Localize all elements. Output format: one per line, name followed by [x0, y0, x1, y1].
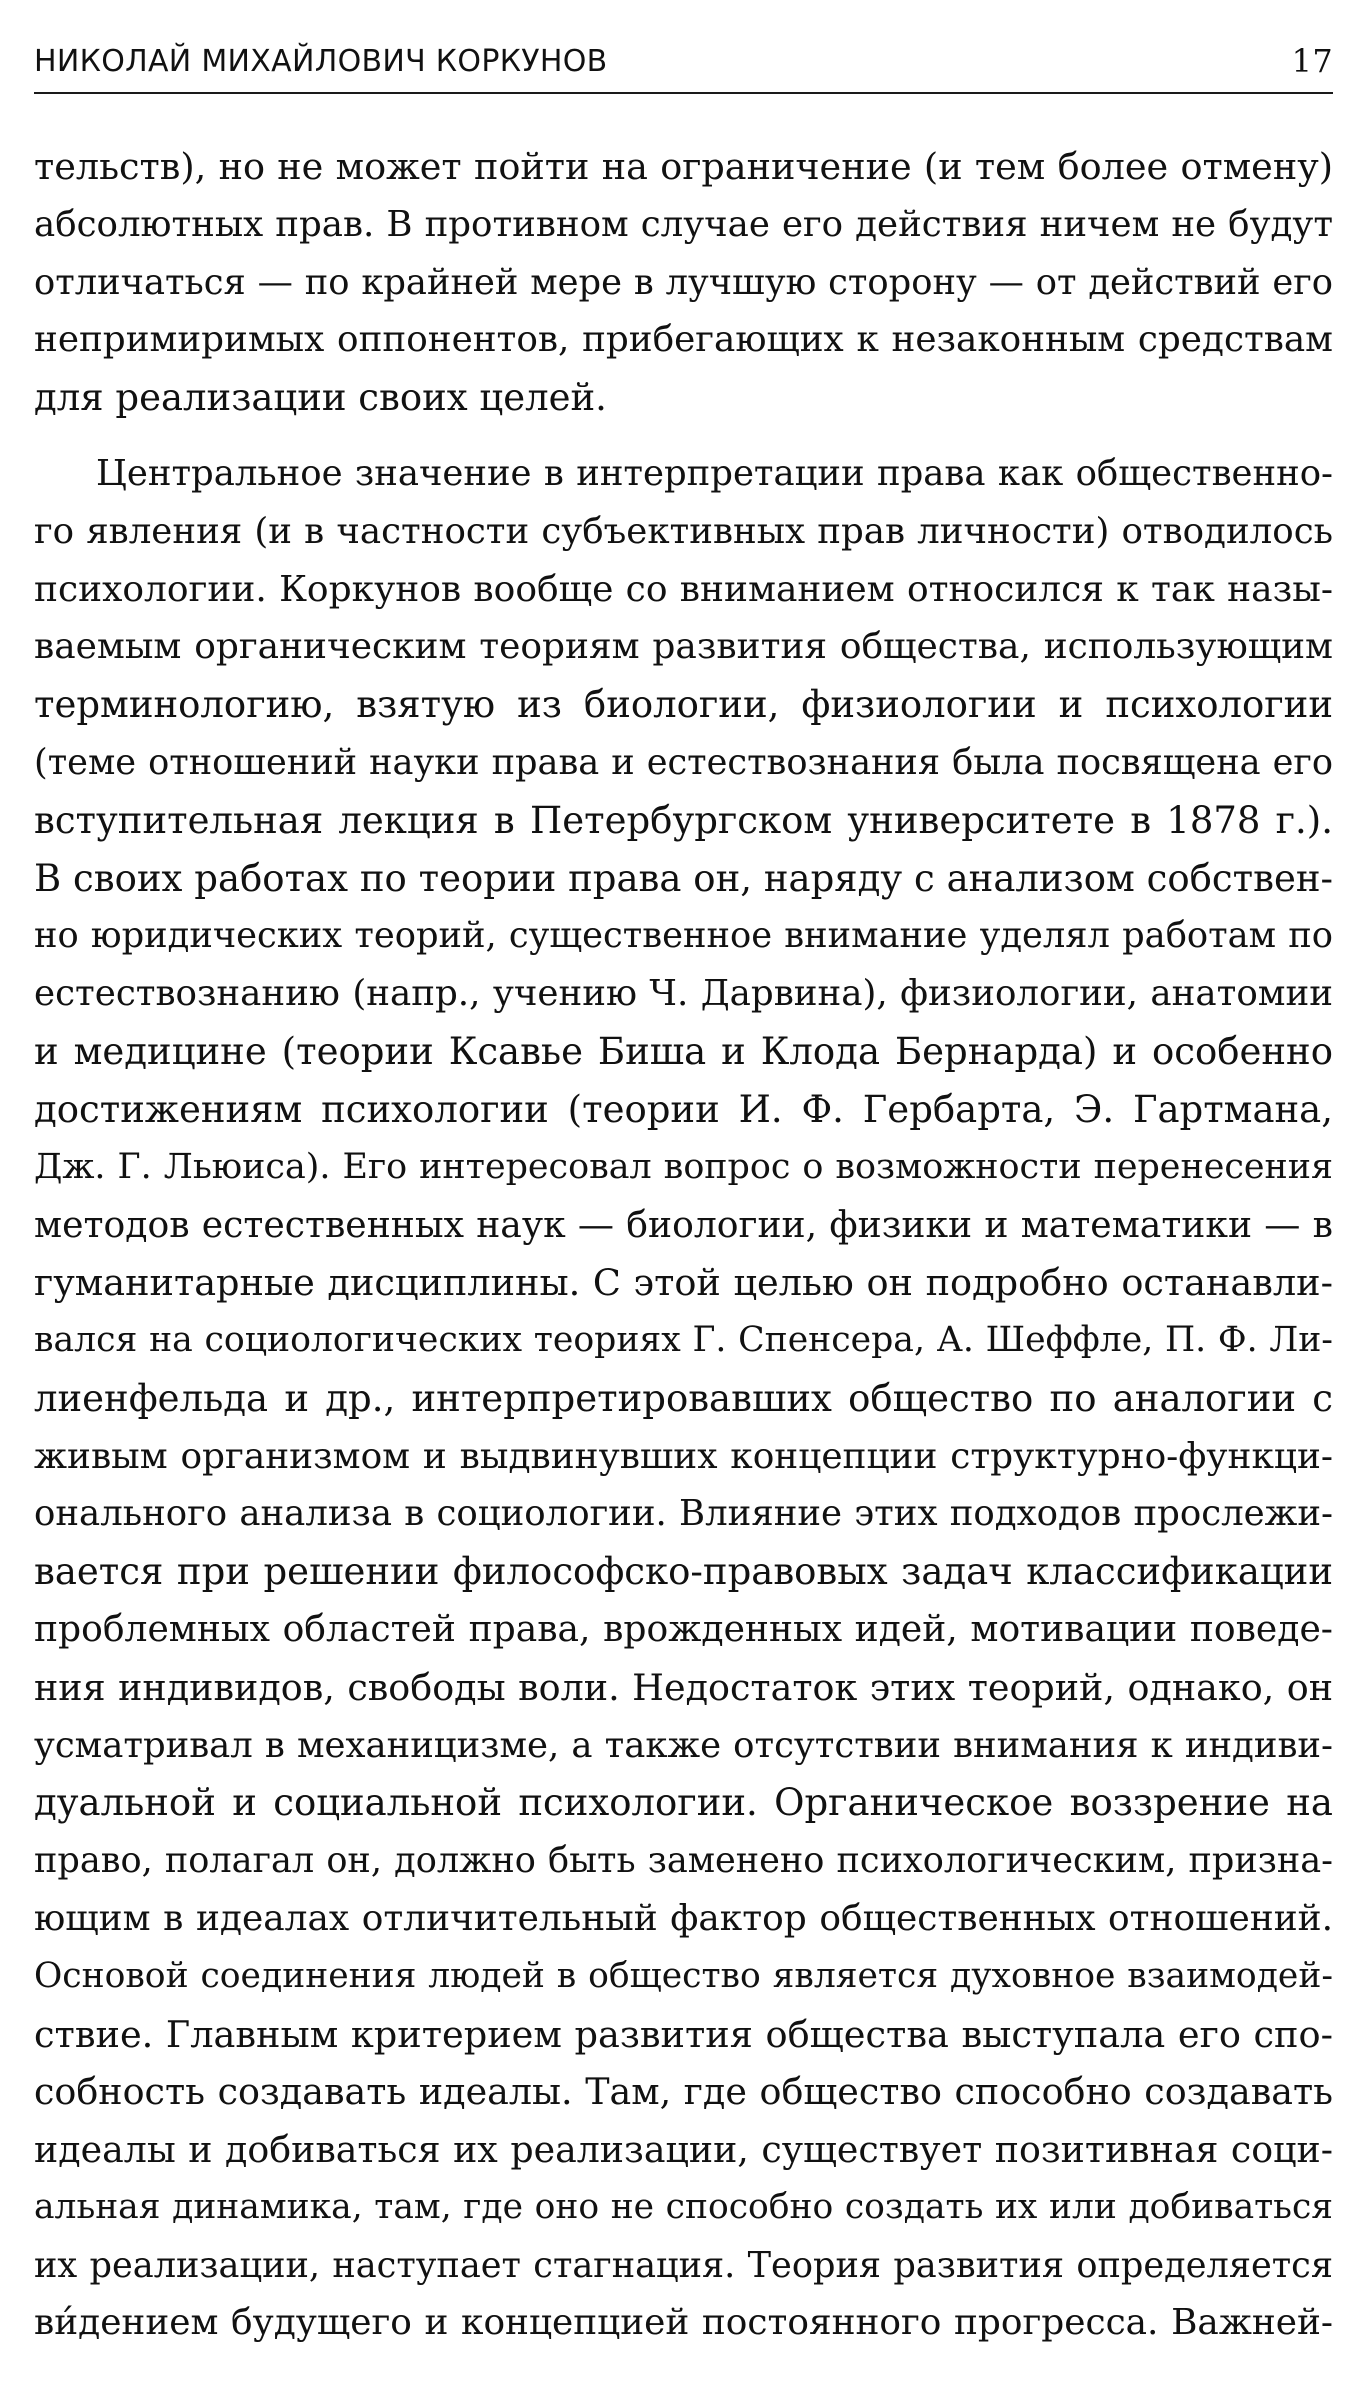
text-line: ви́дением будущего и концепцией постоянного прогресса. Важней- — [34, 2302, 1333, 2344]
text-line: вступительная лекция в Петербургском университете в 1878 г.). — [34, 798, 1333, 842]
text-line: ющим в идеалах отличительный фактор общественных отношений. — [34, 1897, 1333, 1939]
paragraph-2 — [34, 445, 1333, 2352]
text-line: живым организмом и выдвинувших концепции структурно-функци- — [34, 1435, 1333, 1477]
text-line: естествознанию (напр., учению Ч. Дарвина), физиологии, анатомии — [34, 973, 1333, 1015]
text-line: непримиримых оппонентов, прибегающих к незаконным средствам — [34, 319, 1333, 361]
text-line: достижениям психологии (теории И. Ф. Гербарта, Э. Гартмана, — [34, 1087, 1333, 1131]
text-line: ния индивидов, свободы воли. Недостаток этих теорий, однако, он — [34, 1665, 1333, 1709]
paragraph-1 — [34, 138, 1333, 427]
page-number: 17 — [1291, 42, 1333, 80]
text-line: собность создавать идеалы. Там, где общество способно создавать — [34, 2070, 1333, 2114]
text-line: ствие. Главным критерием развития общества выступала его спо- — [34, 2012, 1333, 2056]
text-line: методов естественных наук — биологии, физики и математики — в — [34, 1203, 1333, 1247]
text-line: тельств), но не может пойти на ограничение (и тем более отмену) — [34, 145, 1333, 188]
text-line: вается при решении философско-правовых задач классификации — [34, 1550, 1333, 1594]
text-line: право, полагал он, должно быть заменено психологическим, призна- — [34, 1840, 1333, 1882]
text-line: проблемных областей права, врожденных идей, мотивации поведе- — [34, 1607, 1333, 1650]
body-text — [34, 138, 1333, 2352]
text-line: но юридических теорий, существенное внимание уделял работам по — [34, 915, 1333, 957]
text-line: Центральное значение в интерпретации права как общественно- — [96, 452, 1333, 494]
text-line: психологии. Коркунов вообще со вниманием относился к так назы- — [34, 568, 1333, 610]
text-line: дуальной и социальной психологии. Органическое воззрение на — [34, 1781, 1333, 1825]
text-line: для реализации своих целей. — [34, 376, 607, 420]
text-line: отличаться — по крайней мере в лучшую сторону — от действий его — [34, 261, 1333, 303]
text-line: абсолютных прав. В противном случае его действия ничем не будут — [34, 203, 1333, 245]
text-line: гуманитарные дисциплины. С этой целью он подробно останавли- — [34, 1261, 1333, 1305]
text-line: терминологию, взятую из биологии, физиологии и психологии — [34, 683, 1333, 727]
text-line: онального анализа в социологии. Влияние этих подходов прослежи- — [34, 1493, 1333, 1535]
text-line: их реализации, наступает стагнация. Теория развития определяется — [34, 2244, 1333, 2286]
text-line: Основой соединения людей в общество является духовное взаимодей- — [34, 1955, 1333, 1996]
text-line: лиенфельда и др., интерпретировавших общество по аналогии с — [34, 1376, 1333, 1420]
text-line: идеалы и добиваться их реализации, существует позитивная соци- — [34, 2128, 1333, 2172]
text-line: вался на социологических теориях Г. Спенсера, А. Шеффле, П. Ф. Ли- — [34, 1319, 1333, 1360]
paragraph-spacer — [34, 427, 1333, 445]
text-line: альная динамика, там, где оно не способно создать их или добиваться — [34, 2186, 1333, 2227]
text-line: ваемым органическим теориям развития общества, использующим — [34, 626, 1333, 668]
text-line: усматривал в механицизме, а также отсутствии внимания к индиви- — [34, 1724, 1333, 1766]
text-line: Дж. Г. Льюиса). Его интересовал вопрос о возможности перенесения — [34, 1146, 1333, 1187]
text-line: В своих работах по теории права он, наряду с анализом собствен- — [34, 856, 1333, 900]
text-line: (теме отношений науки права и естествознания была посвящена его — [34, 741, 1333, 783]
text-line: и медицине (теории Ксавье Биша и Клода Бернарда) и особенно — [34, 1029, 1333, 1073]
running-head — [34, 30, 1333, 94]
text-line: го явления (и в частности субъективных прав личности) отводилось — [34, 510, 1333, 552]
running-head-author: НИКОЛАЙ МИХАЙЛОВИЧ КОРКУНОВ — [34, 43, 608, 79]
